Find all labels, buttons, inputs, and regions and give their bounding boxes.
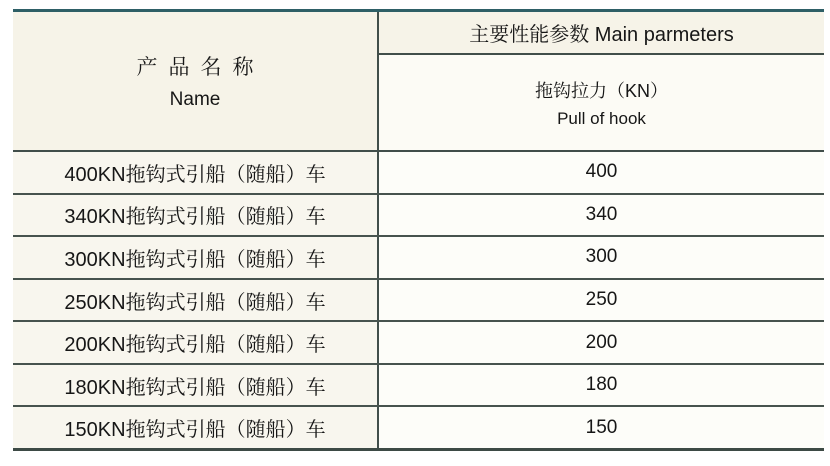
table-row bbox=[13, 322, 824, 365]
table-header-row bbox=[13, 12, 824, 152]
product-name-cell: 400KN拖钩式引船（随船）车 bbox=[13, 152, 377, 193]
pull-of-hook-subheader bbox=[379, 55, 824, 150]
pull-value-cell: 340 bbox=[377, 195, 824, 236]
product-name-cell: 200KN拖钩式引船（随船）车 bbox=[13, 322, 377, 363]
product-name-cell: 300KN拖钩式引船（随船）车 bbox=[13, 237, 377, 278]
pull-value-cell: 180 bbox=[377, 365, 824, 406]
product-name-label-zh: 产品名称 bbox=[136, 56, 265, 79]
table-row bbox=[13, 407, 824, 448]
pull-value-cell: 150 bbox=[377, 407, 824, 448]
pull-value-cell: 300 bbox=[377, 237, 824, 278]
pull-value-cell: 250 bbox=[377, 280, 824, 321]
table-row bbox=[13, 237, 824, 280]
main-parameters-title: 主要性能参数 Main parmeters bbox=[379, 12, 824, 55]
product-name-cell: 180KN拖钩式引船（随船）车 bbox=[13, 365, 377, 406]
column-header-main-parameters bbox=[377, 12, 824, 150]
product-name-cell: 340KN拖钩式引船（随船）车 bbox=[13, 195, 377, 236]
product-name-cell: 150KN拖钩式引船（随船）车 bbox=[13, 407, 377, 448]
column-header-product-name bbox=[13, 12, 377, 150]
pull-value-cell: 400 bbox=[377, 152, 824, 193]
table-row bbox=[13, 365, 824, 408]
product-spec-table bbox=[13, 9, 824, 451]
pull-value-cell: 200 bbox=[377, 322, 824, 363]
table-row bbox=[13, 152, 824, 195]
pull-of-hook-label-en: Pull of hook bbox=[557, 108, 646, 128]
product-name-label-en: Name bbox=[169, 89, 221, 110]
pull-of-hook-label-zh: 拖钩拉力（KN） bbox=[534, 80, 668, 101]
table-row bbox=[13, 195, 824, 238]
product-name-cell: 250KN拖钩式引船（随船）车 bbox=[13, 280, 377, 321]
table-row bbox=[13, 280, 824, 323]
